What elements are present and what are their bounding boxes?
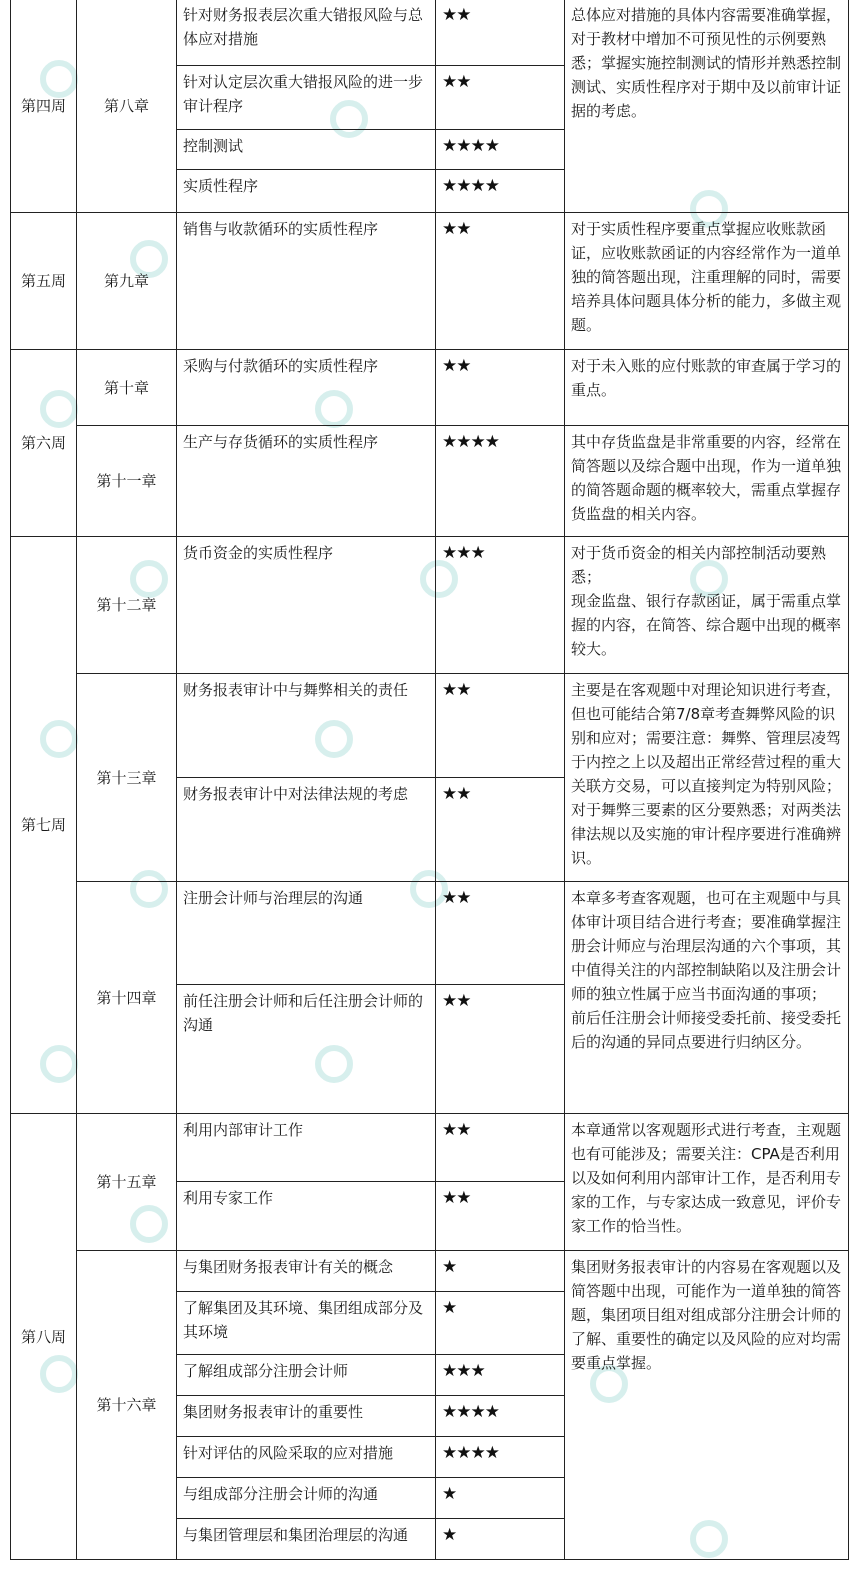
chapter-cell: 第十二章 bbox=[77, 537, 177, 674]
star-rating: ★★★★ bbox=[436, 426, 565, 537]
star-rating: ★★★★ bbox=[436, 1437, 565, 1478]
week-cell: 第八周 bbox=[11, 1114, 77, 1560]
table-row bbox=[11, 537, 849, 674]
topic-cell: 与组成部分注册会计师的沟通 bbox=[177, 1478, 436, 1519]
table-row bbox=[11, 882, 849, 985]
chapter-cell: 第十四章 bbox=[77, 882, 177, 1114]
star-rating: ★★ bbox=[436, 674, 565, 778]
note-cell bbox=[565, 882, 849, 1114]
star-rating: ★★ bbox=[436, 350, 565, 426]
note-line: 对于货币资金的相关内部控制活动要熟悉； bbox=[571, 544, 827, 586]
topic-cell: 前任注册会计师和后任注册会计师的沟通 bbox=[177, 985, 436, 1114]
topic-cell: 针对财务报表层次重大错报风险与总体应对措施 bbox=[177, 0, 436, 66]
star-rating: ★ bbox=[436, 1478, 565, 1519]
note-line: 本章多考查客观题，也可在主观题中与具体审计项目结合进行考查；要准确掌握注册会计师应与治理层沟通的六个事项，其中值得关注的内部控制缺陷以及注册会计师的独立性属于应当书面沟通的事项； bbox=[571, 889, 842, 1003]
star-rating: ★★★★ bbox=[436, 130, 565, 170]
note-cell: 集团财务报表审计的内容易在客观题以及简答题中出现，可能作为一道单独的简答题，集团项目组对组成部分注册会计师的了解、重要性的确定以及风险的应对均需要重点掌握。 bbox=[565, 1251, 849, 1560]
star-rating: ★ bbox=[436, 1292, 565, 1355]
chapter-cell: 第十六章 bbox=[77, 1251, 177, 1560]
topic-cell: 了解组成部分注册会计师 bbox=[177, 1355, 436, 1396]
star-rating: ★★ bbox=[436, 1182, 565, 1251]
topic-cell: 货币资金的实质性程序 bbox=[177, 537, 436, 674]
study-plan-table bbox=[10, 0, 849, 1560]
note-line: 现金监盘、银行存款函证，属于需重点掌握的内容，在简答、综合题中出现的概率较大。 bbox=[571, 592, 842, 658]
star-rating: ★★ bbox=[436, 985, 565, 1114]
topic-cell: 了解集团及其环境、集团组成部分及其环境 bbox=[177, 1292, 436, 1355]
topic-cell: 销售与收款循环的实质性程序 bbox=[177, 213, 436, 350]
table-row bbox=[11, 426, 849, 537]
note-cell: 总体应对措施的具体内容需要准确掌握，对于教材中增加不可预见性的示例要熟悉；掌握实施控制测试的情形并熟悉控制测试、实质性程序对于期中及以前审计证据的考虑。 bbox=[565, 0, 849, 213]
chapter-cell: 第十章 bbox=[77, 350, 177, 426]
table-row bbox=[11, 674, 849, 778]
note-line: 前后任注册会计师接受委托前、接受委托后的沟通的异同点要进行归纳区分。 bbox=[571, 1009, 842, 1051]
star-rating: ★★ bbox=[436, 66, 565, 130]
chapter-cell: 第八章 bbox=[77, 0, 177, 213]
star-rating: ★★★★ bbox=[436, 170, 565, 213]
chapter-cell: 第十三章 bbox=[77, 674, 177, 882]
note-cell: 对于未入账的应付账款的审查属于学习的重点。 bbox=[565, 350, 849, 426]
star-rating: ★★★ bbox=[436, 1355, 565, 1396]
week-cell: 第五周 bbox=[11, 213, 77, 350]
table-row bbox=[11, 1114, 849, 1182]
star-rating: ★★ bbox=[436, 213, 565, 350]
week-cell: 第六周 bbox=[11, 350, 77, 537]
chapter-cell: 第十一章 bbox=[77, 426, 177, 537]
note-cell: 主要是在客观题中对理论知识进行考查，但也可能结合第7/8章考查舞弊风险的识别和应对；需要注意：舞弊、管理层凌驾于内控之上以及超出正常经营过程的重大关联方交易，可以直接判定为特别风险；对于舞弊三要素的区分要熟悉；对两类法律法规以及实施的审计程序要进行准确辨识。 bbox=[565, 674, 849, 882]
topic-cell: 注册会计师与治理层的沟通 bbox=[177, 882, 436, 985]
topic-cell: 控制测试 bbox=[177, 130, 436, 170]
topic-cell: 与集团财务报表审计有关的概念 bbox=[177, 1251, 436, 1292]
note-cell: 本章通常以客观题形式进行考查，主观题也有可能涉及；需要关注：CPA是否利用以及如何利用内部审计工作，是否利用专家的工作，与专家达成一致意见，评价专家工作的恰当性。 bbox=[565, 1114, 849, 1251]
chapter-cell: 第九章 bbox=[77, 213, 177, 350]
table-row bbox=[11, 0, 849, 66]
star-rating: ★ bbox=[436, 1251, 565, 1292]
star-rating: ★★★ bbox=[436, 537, 565, 674]
note-cell: 对于实质性程序要重点掌握应收账款函证，应收账款函证的内容经常作为一道单独的简答题出现，注重理解的同时，需要培养具体问题具体分析的能力，多做主观题。 bbox=[565, 213, 849, 350]
star-rating: ★★ bbox=[436, 1114, 565, 1182]
star-rating: ★★ bbox=[436, 882, 565, 985]
topic-cell: 集团财务报表审计的重要性 bbox=[177, 1396, 436, 1437]
topic-cell: 财务报表审计中与舞弊相关的责任 bbox=[177, 674, 436, 778]
star-rating: ★★ bbox=[436, 0, 565, 66]
week-cell: 第四周 bbox=[11, 0, 77, 213]
topic-cell: 针对认定层次重大错报风险的进一步审计程序 bbox=[177, 66, 436, 130]
star-rating: ★ bbox=[436, 1519, 565, 1560]
topic-cell: 实质性程序 bbox=[177, 170, 436, 213]
star-rating: ★★★★ bbox=[436, 1396, 565, 1437]
chapter-cell: 第十五章 bbox=[77, 1114, 177, 1251]
topic-cell: 针对评估的风险采取的应对措施 bbox=[177, 1437, 436, 1478]
topic-cell: 生产与存货循环的实质性程序 bbox=[177, 426, 436, 537]
table-row bbox=[11, 213, 849, 350]
table-row bbox=[11, 1251, 849, 1292]
topic-cell: 与集团管理层和集团治理层的沟通 bbox=[177, 1519, 436, 1560]
topic-cell: 利用专家工作 bbox=[177, 1182, 436, 1251]
topic-cell: 财务报表审计中对法律法规的考虑 bbox=[177, 778, 436, 882]
note-cell bbox=[565, 537, 849, 674]
topic-cell: 采购与付款循环的实质性程序 bbox=[177, 350, 436, 426]
week-cell: 第七周 bbox=[11, 537, 77, 1114]
topic-cell: 利用内部审计工作 bbox=[177, 1114, 436, 1182]
table-row bbox=[11, 350, 849, 426]
star-rating: ★★ bbox=[436, 778, 565, 882]
note-cell: 其中存货监盘是非常重要的内容，经常在简答题以及综合题中出现，作为一道单独的简答题命题的概率较大，需重点掌握存货监盘的相关内容。 bbox=[565, 426, 849, 537]
